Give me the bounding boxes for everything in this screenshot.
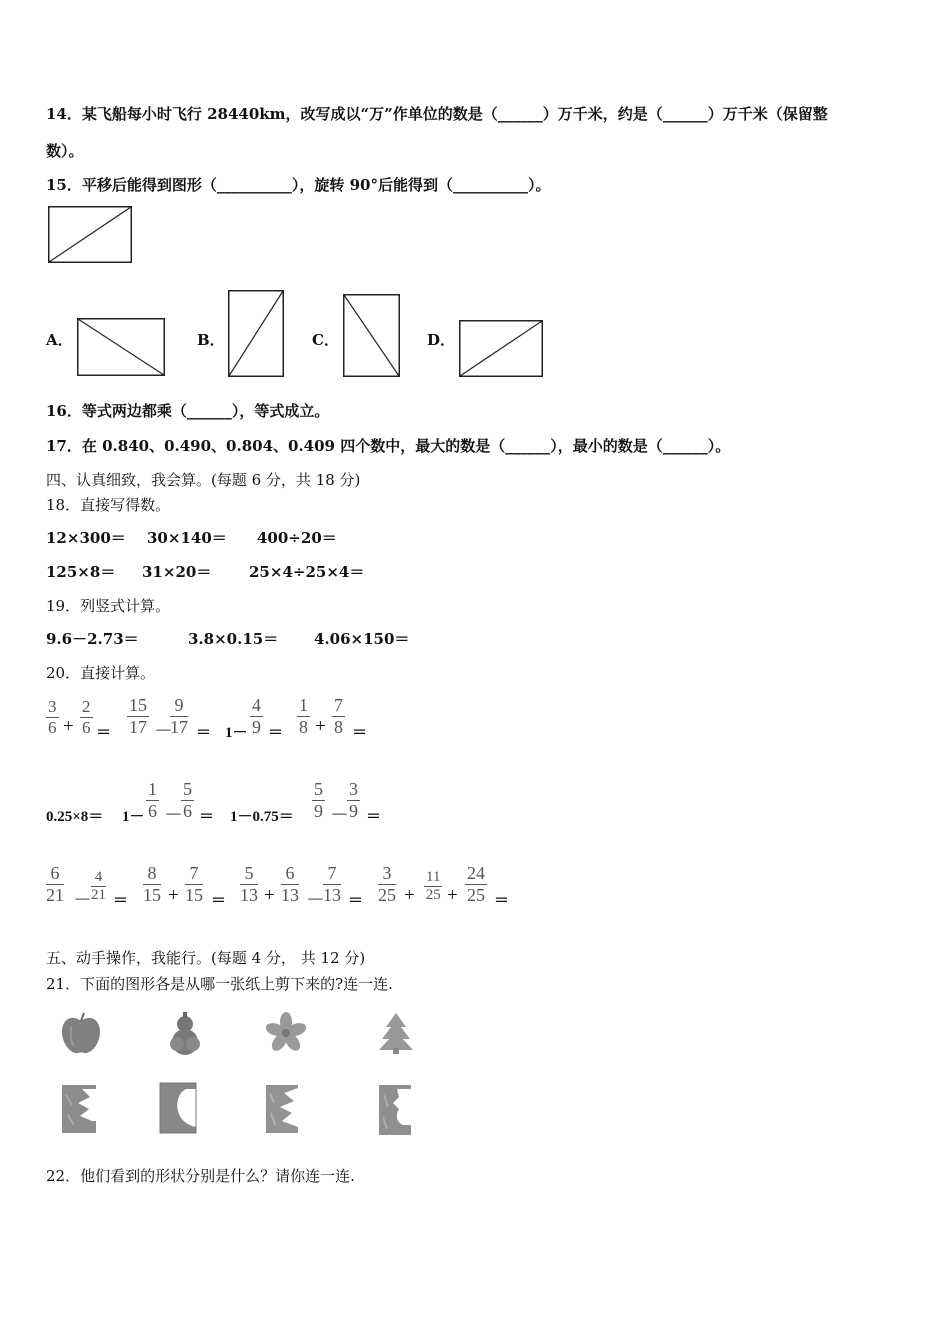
paper-piece-2-icon[interactable]	[160, 1083, 198, 1135]
section4-title: 四、认真细致，我会算。(每题 6 分，共 18 分)	[46, 471, 361, 489]
q18-item-4: 125×8＝	[46, 563, 116, 581]
q18-item-5: 31×20＝	[142, 563, 212, 581]
plus-sign: +	[447, 885, 458, 906]
equals-sign: ＝	[348, 893, 364, 909]
plus-sign: +	[315, 716, 326, 737]
fraction: 7 15	[185, 863, 203, 905]
flower-cutout-icon[interactable]	[263, 1012, 309, 1054]
q21-title: 21．下面的图形各是从哪一张纸上剪下来的?连一连.	[46, 975, 393, 993]
equals-sign: ＝	[199, 809, 215, 825]
q19-item-1: 9.6－2.73＝	[46, 630, 139, 648]
q18-title: 18．直接写得数。	[46, 496, 171, 514]
gourd-cutout-icon[interactable]	[163, 1010, 207, 1056]
q18-item-2: 30×140＝	[147, 529, 227, 547]
q15-original-figure	[48, 206, 132, 263]
q14-line2: 数）。	[46, 142, 84, 160]
q20-title: 20．直接计算。	[46, 664, 156, 682]
fraction: 5 6	[183, 779, 192, 821]
q19-item-2: 3.8×0.15＝	[188, 630, 279, 648]
q15-option-b-label: B．	[197, 331, 225, 349]
fraction: 4 9	[252, 695, 261, 737]
minus-sign: －	[73, 890, 93, 911]
q15-option-a-label: A．	[46, 331, 73, 349]
q15-option-a-figure[interactable]	[77, 318, 165, 376]
fraction: 2 6	[82, 697, 91, 737]
fraction: 7 8	[334, 695, 343, 737]
fraction: 1 6	[148, 779, 157, 821]
minus-sign: －	[306, 890, 326, 911]
q15-option-b-figure[interactable]	[228, 290, 284, 377]
equals-sign: ＝	[352, 725, 368, 741]
fraction: 6 21	[46, 863, 64, 905]
fraction: 5 9	[314, 779, 323, 821]
fraction: 7 13	[323, 863, 341, 905]
tree-cutout-icon[interactable]	[375, 1012, 417, 1054]
minus-sign: －	[164, 805, 184, 826]
fraction: 24 25	[467, 863, 485, 905]
q18-item-6: 25×4÷25×4＝	[249, 563, 365, 581]
q18-item-1: 12×300＝	[46, 529, 126, 547]
paper-piece-3-icon[interactable]	[266, 1085, 300, 1135]
minus-sign: －	[330, 805, 350, 826]
fraction: 3 25	[378, 863, 396, 905]
q20-r2-d: 1－0.75＝	[230, 809, 294, 825]
equals-sign: ＝	[96, 725, 112, 741]
apple-cutout-icon[interactable]	[58, 1010, 104, 1056]
q15-option-d-label: D．	[427, 331, 456, 349]
plus-sign: +	[404, 885, 415, 906]
plus-sign: +	[168, 885, 179, 906]
fraction: 8 15	[143, 863, 161, 905]
section5-title: 五、动手操作，我能行。(每题 4 分， 共 12 分)	[46, 949, 366, 967]
q15-option-d-figure[interactable]	[459, 320, 543, 377]
q15-option-c-label: C．	[312, 331, 339, 349]
minus-sign: －	[154, 721, 174, 742]
q18-item-3: 400÷20＝	[257, 529, 337, 547]
q15-option-c-figure[interactable]	[343, 294, 400, 377]
q20-r2-b-prefix: 1－	[122, 809, 145, 825]
fraction: 3 9	[349, 779, 358, 821]
equals-sign: ＝	[268, 725, 284, 741]
plus-sign: +	[264, 885, 275, 906]
fraction: 9 17	[170, 695, 188, 737]
paper-piece-4-icon[interactable]	[379, 1085, 413, 1137]
q22-title: 22．他们看到的形状分别是什么？请你连一连.	[46, 1167, 355, 1185]
plus-sign: +	[63, 716, 74, 737]
fraction: 1 8	[299, 695, 308, 737]
q15-text: 15．平移后能得到图形（__________），旋转 90°后能得到（__________）。	[46, 176, 551, 194]
fraction: 5 13	[240, 863, 258, 905]
equals-sign: ＝	[366, 809, 382, 825]
q14-line1: 14．某飞船每小时飞行 28440km，改写成以“万”作单位的数是（______）万千米，约是（______）万千米（保留整	[46, 105, 828, 123]
q20-r1-e-prefix: 1－	[225, 725, 248, 741]
fraction: 15 17	[129, 695, 147, 737]
q17-text: 17．在 0.840、0.490、0.804、0.409 四个数中，最大的数是（______），最小的数是（______）。	[46, 437, 731, 455]
paper-piece-1-icon[interactable]	[62, 1085, 98, 1135]
q19-item-3: 4.06×150＝	[314, 630, 410, 648]
equals-sign: ＝	[113, 893, 129, 909]
q20-r2-a: 0.25×8＝	[46, 809, 104, 825]
equals-sign: ＝	[196, 725, 212, 741]
fraction: 3 6	[48, 697, 57, 737]
fraction: 11 25	[425, 869, 441, 904]
fraction: 6 13	[281, 863, 299, 905]
q16-text: 16．等式两边都乘（______），等式成立。	[46, 402, 330, 420]
equals-sign: ＝	[211, 893, 227, 909]
equals-sign: ＝	[494, 893, 510, 909]
fraction: 4 21	[91, 869, 106, 904]
q19-title: 19．列竖式计算。	[46, 597, 171, 615]
